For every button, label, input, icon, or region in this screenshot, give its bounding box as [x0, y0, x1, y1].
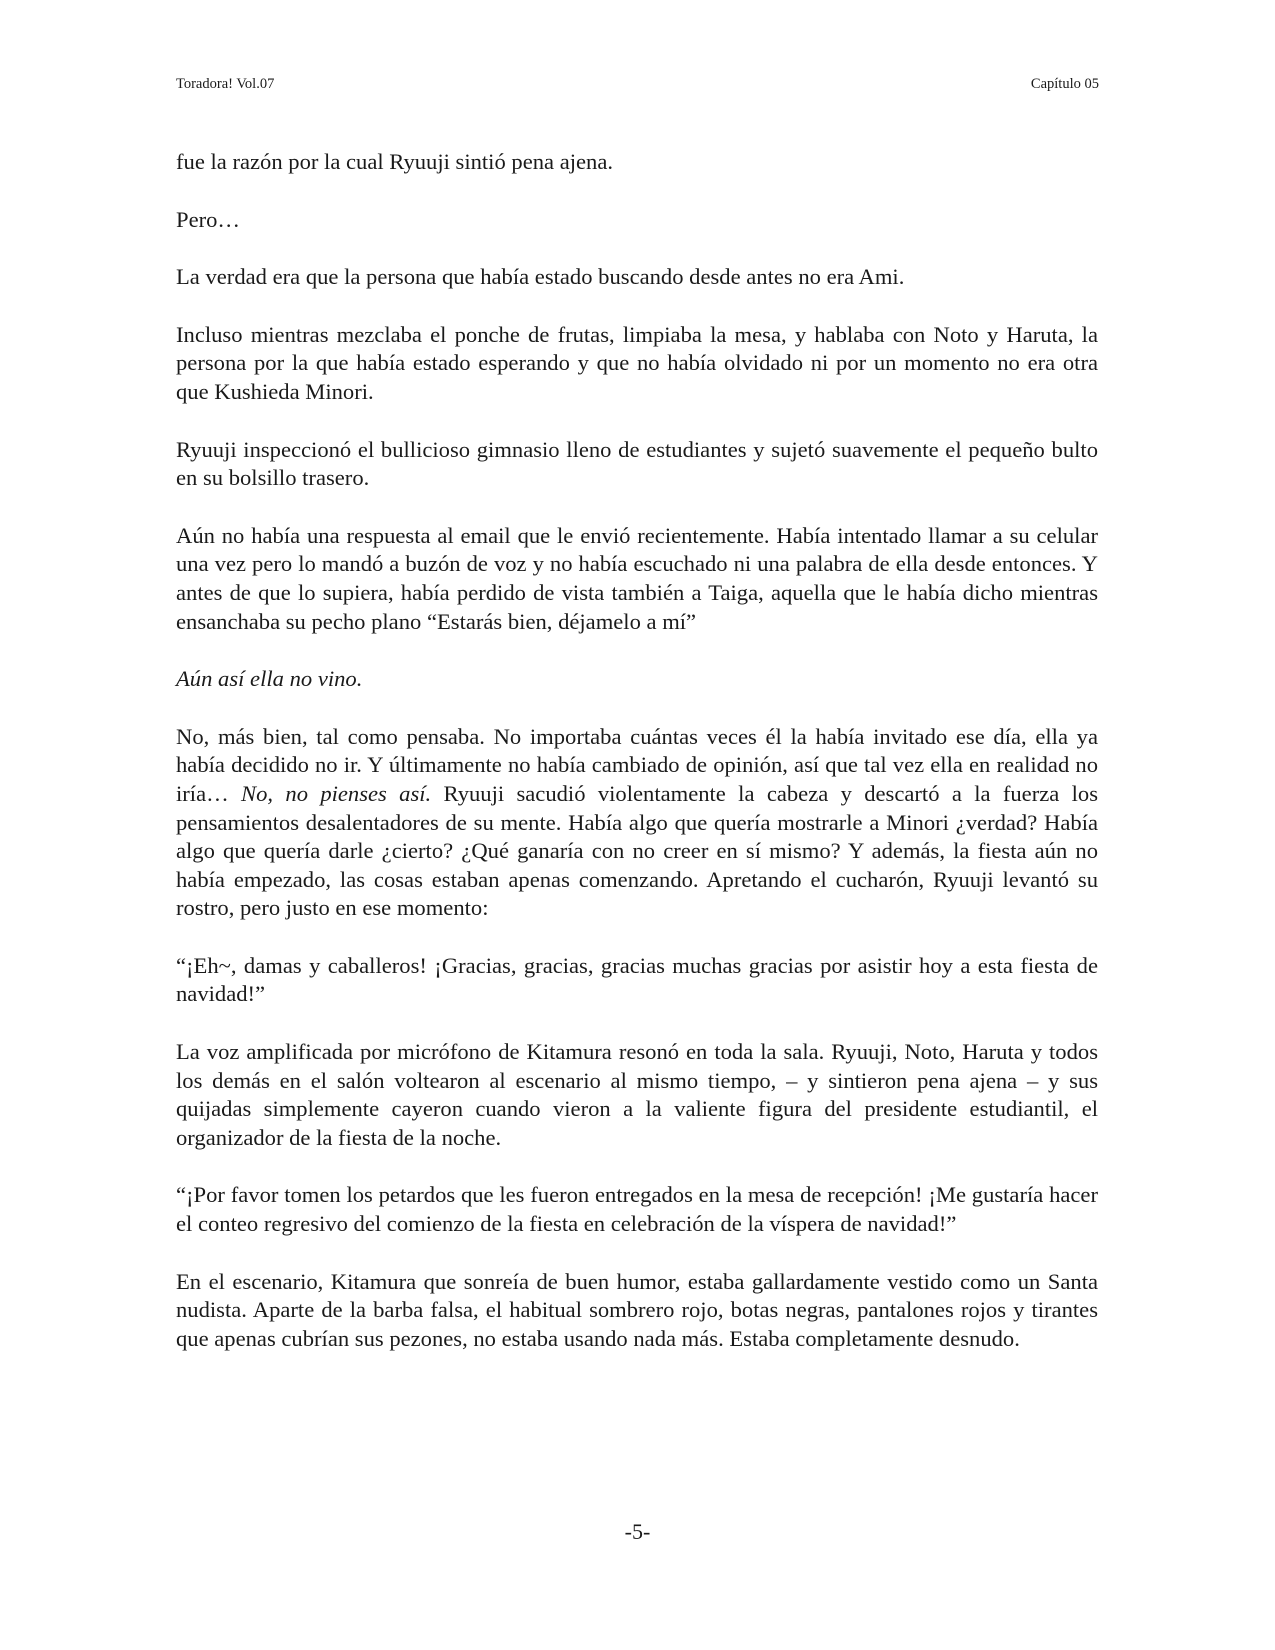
paragraph-2: Pero… — [176, 206, 241, 232]
body-text — [176, 148, 1098, 1382]
paragraph-6: Aún no había una respuesta al email que le envió recientemente. Había intentado llamar a su celular una vez pero lo mandó a buzón de voz y no había escuchado ni una palabra de ella desde entonces. Y antes de que lo supiera, había perdido de vista también a Taiga, aquella que le había dicho mientras ensanchaba su pecho plano “Estarás bien, déjamelo a mí” — [176, 522, 1098, 634]
paragraph-3: La verdad era que la persona que había estado buscando desde antes no era Ami. — [176, 264, 905, 290]
paragraph-8-part-1: No, más bien, tal como pensaba. No importaba cuántas veces él la había invitado ese día, ella ya había decidido no ir. Y últimamente no había cambiado de opinión, así que tal vez ella en realidad no iría… — [176, 723, 1098, 806]
paragraph-5: Ryuuji inspeccionó el bullicioso gimnasio lleno de estudiantes y sujetó suavemente el pequeño bulto en su bolsillo trasero. — [176, 436, 1098, 491]
paragraph-7-italic: Aún así ella no vino. — [176, 666, 363, 692]
paragraph-10: La voz amplificada por micrófono de Kitamura resonó en toda la sala. Ryuuji, Noto, Haruta y todos los demás en el salón voltearon al escenario al mismo tiempo, – y sintieron pena ajena – y sus quijadas simplemente cayeron cuando vieron a la valiente figura del presidente estudiantil, el organizador de la fiesta de la noche. — [176, 1039, 1098, 1150]
header-chapter: Capítulo 05 — [1030, 76, 1099, 92]
paragraph-8-italic-part: No, no pienses así. — [241, 780, 432, 806]
header-book-title: Toradora! Vol.07 — [176, 76, 275, 92]
page-header — [176, 73, 1099, 95]
paragraph-8 — [176, 723, 1098, 923]
paragraph-4: Incluso mientras mezclaba el ponche de frutas, limpiaba la mesa, y hablaba con Noto y Haruta, la persona por la que había estado esperando y que no había olvidado ni por un momento no era otra que Kushieda Minori. — [176, 321, 1098, 404]
paragraph-1: fue la razón por la cual Ryuuji sintió pena ajena. — [176, 149, 614, 174]
page-number: -5- — [624, 1519, 651, 1544]
paragraph-8-part-3: Ryuuji sacudió violentamente la cabeza y descartó a la fuerza los pensamientos desalentadores de su mente. Había algo que quería mostrarle a Minori ¿verdad? Había algo que quería darle ¿cierto? ¿Qué ganaría con no creer en sí mismo? Y además, la fiesta aún no había empezado, las cosas estaban apenas comenzando. Apretando el cucharón, Ryuuji levantó su rostro, pero justo en ese momento: — [176, 780, 1098, 921]
paragraph-9: “¡Eh~, damas y caballeros! ¡Gracias, gracias, gracias muchas gracias por asistir hoy a esta fiesta de navidad!” — [176, 952, 1098, 1007]
paragraph-12: En el escenario, Kitamura que sonreía de buen humor, estaba gallardamente vestido como un Santa nudista. Aparte de la barba falsa, el habitual sombrero rojo, botas negras, pantalones rojos y tirantes que apenas cubrían sus pezones, no estaba usando nada más. Estaba completamente desnudo. — [176, 1268, 1098, 1351]
paragraph-11: “¡Por favor tomen los petardos que les fueron entregados en la mesa de recepción! ¡Me gustaría hacer el conteo regresivo del comienzo de la fiesta en celebración de la víspera de navidad!” — [176, 1182, 1098, 1237]
